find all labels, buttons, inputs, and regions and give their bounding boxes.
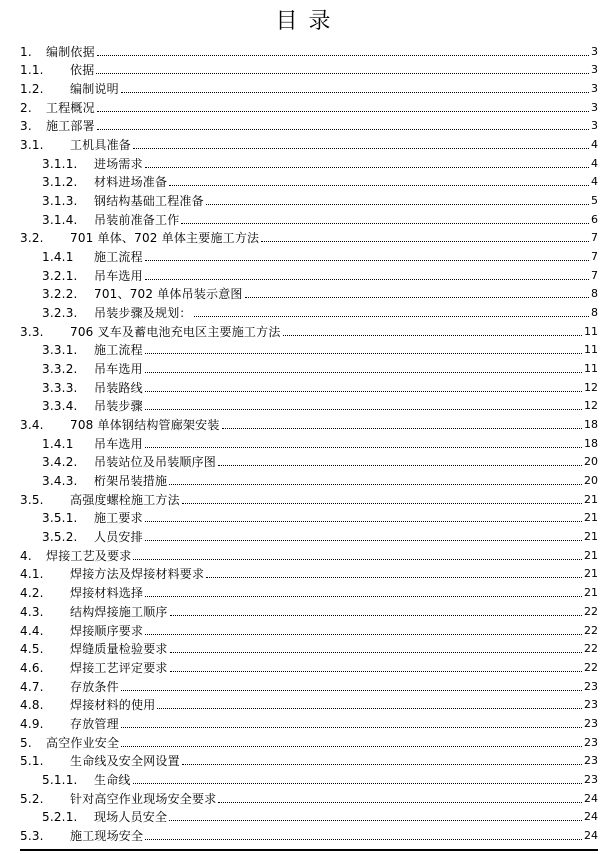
toc-entry[interactable] xyxy=(20,357,598,376)
toc-entry-number: 1.2. xyxy=(20,82,44,97)
toc-entry-number: 4.5. xyxy=(20,642,44,657)
toc-entry-title: 701、702 单体吊装示意图 xyxy=(94,287,243,302)
toc-entry[interactable] xyxy=(20,320,598,339)
toc-entry-page-number: 4 xyxy=(591,138,598,152)
toc-entry-number: 3.5.1. xyxy=(42,511,78,526)
toc-entry-page-number: 18 xyxy=(584,418,598,432)
toc-entry[interactable] xyxy=(20,301,598,320)
toc-entry-number: 3.1.3. xyxy=(42,194,78,209)
toc-entry[interactable] xyxy=(20,544,598,563)
toc-entry-title: 施工流程 xyxy=(94,343,143,358)
toc-entry-title: 高空作业安全 xyxy=(46,735,120,750)
toc-entry-page-number: 3 xyxy=(591,100,598,114)
toc-dot-leader xyxy=(145,446,582,448)
toc-entry-title: 施工流程 xyxy=(94,250,143,265)
toc-dot-leader xyxy=(169,819,582,821)
toc-entry-number: 3.3.1. xyxy=(42,343,78,358)
toc-dot-leader xyxy=(206,576,582,578)
toc-dot-leader xyxy=(170,651,582,653)
toc-entry[interactable] xyxy=(20,600,598,619)
toc-entry-number: 4.6. xyxy=(20,660,44,675)
toc-entry-number: 5.1.1. xyxy=(42,772,78,787)
toc-entry-page-number: 21 xyxy=(584,586,598,600)
toc-entry-page-number: 3 xyxy=(591,82,598,96)
toc-entry[interactable] xyxy=(20,77,598,96)
toc-entry[interactable] xyxy=(20,115,598,134)
toc-entry-page-number: 22 xyxy=(584,623,598,637)
toc-dot-leader xyxy=(97,54,589,56)
toc-entry-page-number: 24 xyxy=(584,791,598,805)
toc-entry[interactable] xyxy=(20,787,598,806)
toc-entry-number: 3.2.3. xyxy=(42,306,78,321)
toc-entry-number: 1.4.1 xyxy=(42,436,74,451)
toc-entry-page-number: 3 xyxy=(591,63,598,77)
toc-entry-title: 桁架吊装措施 xyxy=(94,474,168,489)
toc-entry-page-number: 7 xyxy=(591,250,598,264)
toc-entry-page-number: 8 xyxy=(591,306,598,320)
toc-entry-number: 3.5. xyxy=(20,492,44,507)
toc-entry-page-number: 22 xyxy=(584,604,598,618)
toc-entry[interactable] xyxy=(20,245,598,264)
toc-entry-number: 3.1.2. xyxy=(42,175,78,190)
toc-entry-title: 吊车选用 xyxy=(94,268,143,283)
toc-entry[interactable] xyxy=(20,152,598,171)
toc-entry-page-number: 11 xyxy=(584,324,598,338)
toc-entry-page-number: 24 xyxy=(584,810,598,824)
toc-entry-number: 3.5.2. xyxy=(42,530,78,545)
toc-entry[interactable] xyxy=(20,638,598,657)
toc-entry-number: 3. xyxy=(20,119,32,134)
toc-entry-number: 3.2. xyxy=(20,231,44,246)
toc-entry[interactable] xyxy=(20,432,598,451)
toc-dot-leader xyxy=(283,334,582,336)
toc-entry-page-number: 21 xyxy=(584,567,598,581)
toc-entry-number: 4.7. xyxy=(20,679,44,694)
toc-dot-leader xyxy=(121,745,582,747)
toc-entry-page-number: 23 xyxy=(584,716,598,730)
toc-entry-page-number: 4 xyxy=(591,156,598,170)
toc-entry[interactable] xyxy=(20,525,598,544)
toc-entry-number: 3.4.3. xyxy=(42,474,78,489)
toc-entry-page-number: 21 xyxy=(584,511,598,525)
toc-entry-number: 5.2.1. xyxy=(42,810,78,825)
toc-dot-leader xyxy=(206,203,589,205)
toc-entry[interactable] xyxy=(20,376,598,395)
toc-dot-leader xyxy=(245,296,589,298)
toc-dot-leader xyxy=(169,483,582,485)
toc-dot-leader xyxy=(170,670,582,672)
toc-entry-title: 材料进场准备 xyxy=(94,175,168,190)
toc-entry-title: 吊装站位及吊装顺序图 xyxy=(94,455,217,470)
toc-entry-number: 3.1.4. xyxy=(42,212,78,227)
toc-entry-title: 进场需求 xyxy=(94,156,143,171)
toc-entry[interactable] xyxy=(20,731,598,750)
toc-entry-page-number: 7 xyxy=(591,268,598,282)
toc-entry-page-number: 7 xyxy=(591,231,598,245)
toc-entry[interactable] xyxy=(20,96,598,115)
toc-dot-leader xyxy=(157,707,582,709)
toc-entry-number: 1.4.1 xyxy=(42,250,74,265)
toc-entry[interactable] xyxy=(20,824,598,843)
toc-entry-number: 3.2.1. xyxy=(42,268,78,283)
toc-entry-title: 生命线 xyxy=(94,772,131,787)
toc-entry-page-number: 12 xyxy=(584,380,598,394)
toc-entry-title: 施工现场安全 xyxy=(70,828,144,843)
toc-entry-title: 人员安排 xyxy=(94,530,143,545)
toc-entry-page-number: 21 xyxy=(584,548,598,562)
toc-entry-title: 依据 xyxy=(70,63,95,78)
toc-entry-page-number: 11 xyxy=(584,362,598,376)
toc-entry[interactable] xyxy=(20,750,598,769)
toc-dot-leader xyxy=(145,633,582,635)
toc-dot-leader xyxy=(145,352,582,354)
toc-entry-page-number: 24 xyxy=(584,828,598,842)
toc-entry[interactable] xyxy=(20,339,598,358)
toc-dot-leader xyxy=(97,110,589,112)
toc-entry[interactable] xyxy=(20,581,598,600)
toc-entry-number: 4.8. xyxy=(20,698,44,713)
toc-entry-title: 工机具准备 xyxy=(70,138,132,153)
toc-entry-title: 存放条件 xyxy=(70,679,119,694)
toc-entry-page-number: 12 xyxy=(584,399,598,413)
toc-entry-number: 3.3.4. xyxy=(42,399,78,414)
toc-entry-page-number: 20 xyxy=(584,474,598,488)
toc-entry-title: 焊缝质量检验要求 xyxy=(70,642,168,657)
toc-dot-leader xyxy=(261,240,589,242)
toc-entry-number: 4.9. xyxy=(20,716,44,731)
toc-dot-leader xyxy=(170,614,582,616)
toc-dot-leader xyxy=(145,539,582,541)
toc-entry-page-number: 23 xyxy=(584,772,598,786)
toc-entry-number: 3.3. xyxy=(20,324,44,339)
toc-entry-page-number: 23 xyxy=(584,679,598,693)
toc-entry-title: 焊接方法及焊接材料要求 xyxy=(70,567,205,582)
toc-entry-title: 吊装路线 xyxy=(94,380,143,395)
toc-entry[interactable] xyxy=(20,507,598,526)
toc-entry[interactable] xyxy=(20,171,598,190)
toc-entry-page-number: 22 xyxy=(584,660,598,674)
toc-entry-title: 701 单体、702 单体主要施工方法 xyxy=(70,231,260,246)
toc-entry-title: 焊接材料选择 xyxy=(70,586,144,601)
toc-dot-leader xyxy=(182,763,582,765)
toc-entry-page-number: 6 xyxy=(591,212,598,226)
toc-entry-title: 吊装步骤及规划： xyxy=(94,306,192,321)
toc-entry-title: 钢结构基础工程准备 xyxy=(94,194,204,209)
toc-dot-leader xyxy=(96,72,589,74)
toc-entry-number: 4.4. xyxy=(20,623,44,638)
toc-entry-page-number: 8 xyxy=(591,287,598,301)
toc-entry[interactable] xyxy=(20,488,598,507)
toc-dot-leader xyxy=(145,390,582,392)
toc-entry-title: 焊接顺序要求 xyxy=(70,623,144,638)
toc-dot-leader xyxy=(133,782,582,784)
toc-entry[interactable] xyxy=(20,806,598,825)
toc-entry-title: 针对高空作业现场安全要求 xyxy=(70,791,217,806)
toc-entry-title: 结构焊接施工顺序 xyxy=(70,604,168,619)
toc-dot-leader xyxy=(169,184,589,186)
toc-entry[interactable] xyxy=(20,619,598,638)
toc-entry-title: 现场人员安全 xyxy=(94,810,168,825)
toc-entry-title: 工程概况 xyxy=(46,100,95,115)
toc-entry-number: 4.1. xyxy=(20,567,44,582)
toc-entry[interactable] xyxy=(20,451,598,470)
toc-dot-leader xyxy=(222,427,582,429)
toc-entry-page-number: 23 xyxy=(584,735,598,749)
toc-dot-leader xyxy=(145,595,582,597)
toc-entry-number: 3.3.3. xyxy=(42,380,78,395)
toc-entry[interactable] xyxy=(20,395,598,414)
toc-entry-title: 吊车选用 xyxy=(94,362,143,377)
toc-entry-number: 1. xyxy=(20,44,32,59)
toc-entry-page-number: 21 xyxy=(584,492,598,506)
toc-entry-page-number: 3 xyxy=(591,119,598,133)
toc-entry-title: 708 单体钢结构管廊架安装 xyxy=(70,418,220,433)
toc-entry-title: 施工要求 xyxy=(94,511,143,526)
toc-dot-leader xyxy=(194,315,589,317)
toc-entry[interactable] xyxy=(20,563,598,582)
toc-entry-title: 生命线及安全网设置 xyxy=(70,754,180,769)
bottom-divider xyxy=(20,849,598,851)
toc-dot-leader xyxy=(145,259,589,261)
toc-entry-number: 4.3. xyxy=(20,604,44,619)
toc-entry[interactable] xyxy=(20,413,598,432)
toc-dot-leader xyxy=(145,408,582,410)
toc-entry-title: 编制依据 xyxy=(46,44,95,59)
toc-entry-title: 编制说明 xyxy=(70,82,119,97)
toc-entry[interactable] xyxy=(20,40,598,59)
toc-entry-page-number: 4 xyxy=(591,175,598,189)
toc-entry[interactable] xyxy=(20,227,598,246)
toc-entry[interactable] xyxy=(20,133,598,152)
toc-entry-page-number: 20 xyxy=(584,455,598,469)
toc-entry[interactable] xyxy=(20,656,598,675)
toc-entry[interactable] xyxy=(20,768,598,787)
toc-entry-number: 5.3. xyxy=(20,828,44,843)
toc-entry[interactable] xyxy=(20,675,598,694)
toc-entry-page-number: 23 xyxy=(584,754,598,768)
toc-entry-title: 吊车选用 xyxy=(94,436,143,451)
toc-dot-leader xyxy=(121,726,582,728)
toc-dot-leader xyxy=(121,91,589,93)
toc-entry-number: 5. xyxy=(20,735,32,750)
toc-dot-leader xyxy=(181,222,589,224)
toc-entry-number: 5.1. xyxy=(20,754,44,769)
toc-dot-leader xyxy=(145,166,589,168)
toc-entry-title: 施工部署 xyxy=(46,119,95,134)
toc-entry-title: 吊装步骤 xyxy=(94,399,143,414)
toc-entry[interactable] xyxy=(20,694,598,713)
toc-dot-leader xyxy=(145,371,582,373)
toc-entry[interactable] xyxy=(20,208,598,227)
toc-entry-title: 存放管理 xyxy=(70,716,119,731)
toc-entry-number: 5.2. xyxy=(20,791,44,806)
toc-entry-number: 3.1. xyxy=(20,138,44,153)
table-of-contents xyxy=(20,40,598,843)
toc-dot-leader xyxy=(145,838,582,840)
toc-entry-title: 706 叉车及蓄电池充电区主要施工方法 xyxy=(70,324,281,339)
toc-entry-page-number: 3 xyxy=(591,44,598,58)
toc-dot-leader xyxy=(121,689,582,691)
toc-entry[interactable] xyxy=(20,264,598,283)
toc-entry-number: 3.1.1. xyxy=(42,156,78,171)
toc-entry[interactable] xyxy=(20,712,598,731)
toc-entry-page-number: 18 xyxy=(584,436,598,450)
toc-entry-title: 焊接工艺及要求 xyxy=(46,548,132,563)
toc-entry-page-number: 23 xyxy=(584,698,598,712)
toc-entry-number: 4.2. xyxy=(20,586,44,601)
toc-entry-title: 焊接工艺评定要求 xyxy=(70,660,168,675)
toc-dot-leader xyxy=(182,502,582,504)
toc-entry-number: 2. xyxy=(20,100,32,115)
toc-entry-page-number: 22 xyxy=(584,642,598,656)
toc-entry[interactable] xyxy=(20,469,598,488)
page-title: 目 录 xyxy=(275,9,333,34)
toc-entry[interactable] xyxy=(20,189,598,208)
toc-entry-title: 焊接材料的使用 xyxy=(70,698,156,713)
toc-entry-number: 4. xyxy=(20,548,32,563)
toc-entry-title: 高强度螺栓施工方法 xyxy=(70,492,180,507)
toc-dot-leader xyxy=(133,558,582,560)
toc-entry-number: 1.1. xyxy=(20,63,44,78)
toc-dot-leader xyxy=(133,147,589,149)
toc-entry-page-number: 11 xyxy=(584,343,598,357)
toc-dot-leader xyxy=(145,278,589,280)
toc-entry-number: 3.4. xyxy=(20,418,44,433)
toc-dot-leader xyxy=(145,520,582,522)
toc-dot-leader xyxy=(218,464,582,466)
toc-dot-leader xyxy=(218,801,582,803)
toc-entry-number: 3.4.2. xyxy=(42,455,78,470)
toc-entry-number: 3.2.2. xyxy=(42,287,78,302)
toc-entry-page-number: 21 xyxy=(584,530,598,544)
toc-entry[interactable] xyxy=(20,283,598,302)
toc-entry-page-number: 5 xyxy=(591,194,598,208)
toc-entry-number: 3.3.2. xyxy=(42,362,78,377)
toc-dot-leader xyxy=(97,128,589,130)
toc-entry-title: 吊装前准备工作 xyxy=(94,212,180,227)
toc-entry[interactable] xyxy=(20,59,598,78)
